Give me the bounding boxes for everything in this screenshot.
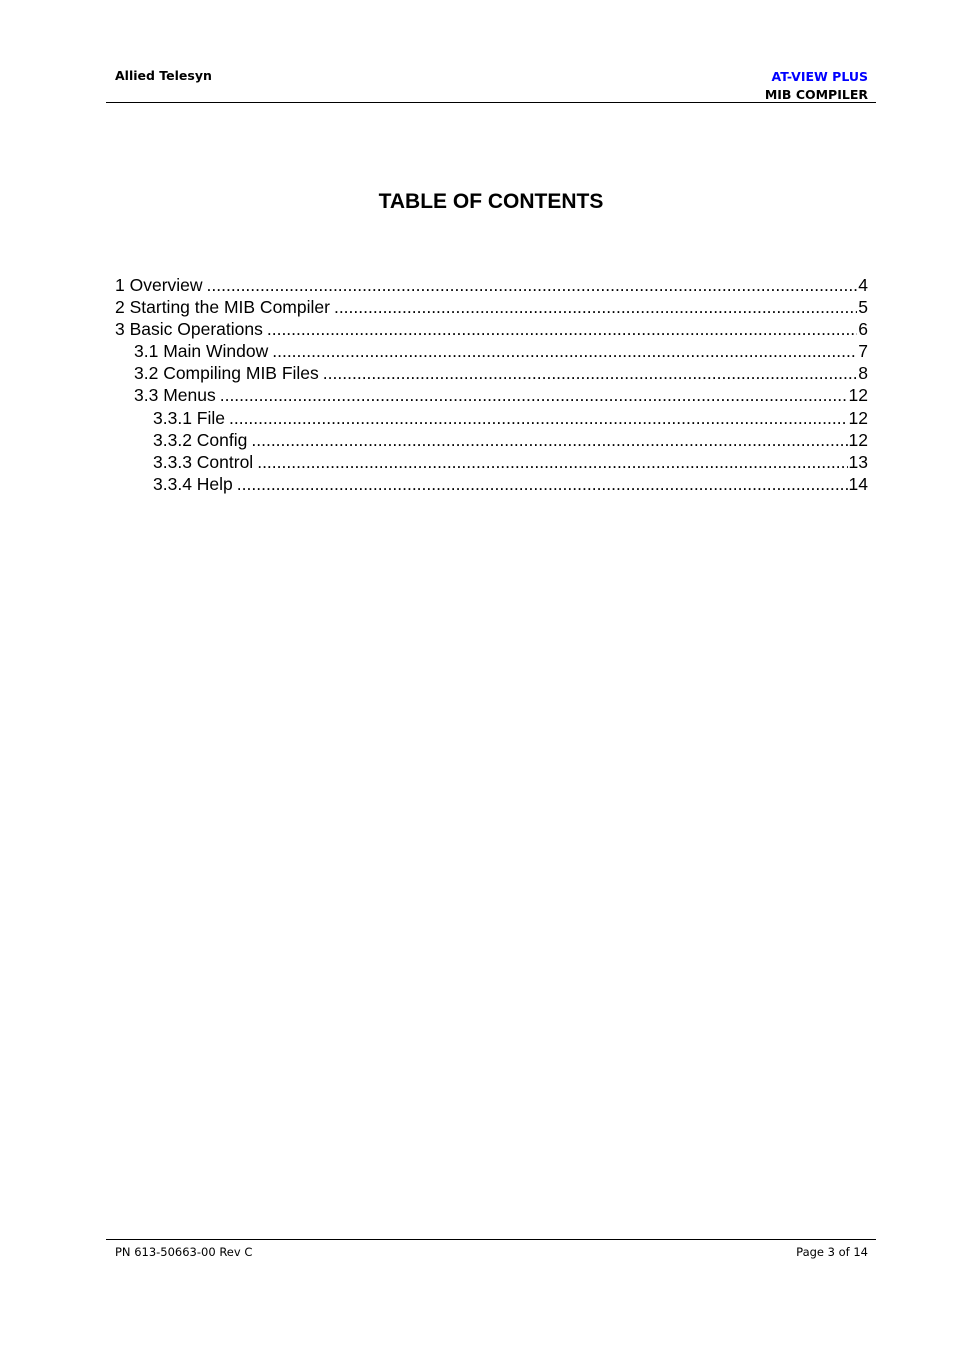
page-title: TABLE OF CONTENTS: [378, 190, 604, 213]
toc-entry-page: 4: [858, 275, 868, 295]
toc-entry-page: 8: [858, 363, 868, 384]
toc-dot-leader: [334, 296, 857, 318]
toc-entry-title: 3.1 Main Window: [134, 341, 269, 362]
toc-entry[interactable]: [115, 318, 868, 340]
toc-entry-page: 13: [848, 451, 868, 472]
toc-entry-page: 12: [848, 385, 868, 406]
toc-entry[interactable]: [115, 340, 868, 362]
page-footer: [106, 1239, 876, 1270]
toc-dot-leader: [229, 407, 848, 429]
toc-entry[interactable]: [115, 429, 868, 451]
toc-entry[interactable]: [115, 384, 868, 406]
toc-entry-title: 3.3.4 Help: [153, 473, 233, 494]
toc-dot-leader: [251, 429, 847, 451]
toc-entry-page: 14: [848, 473, 868, 494]
toc-entry[interactable]: [115, 274, 868, 296]
toc-entry-title: 3.3.2 Config: [153, 429, 248, 450]
toc-entry-page: 12: [848, 407, 868, 428]
product-subtitle: MIB COMPILER: [764, 87, 868, 102]
table-of-contents: [115, 274, 868, 495]
product-name: AT-VIEW PLUS: [771, 69, 868, 84]
toc-entry-title: 3.2 Compiling MIB Files: [134, 363, 319, 384]
company-name: Allied Telesyn: [115, 68, 212, 83]
toc-entry[interactable]: [115, 473, 868, 495]
toc-entry-title: 2 Starting the MIB Compiler: [115, 297, 330, 318]
toc-entry-page: 5: [858, 297, 868, 318]
toc-dot-leader: [272, 340, 857, 362]
toc-dot-leader: [323, 362, 857, 384]
header-product-block: [765, 68, 868, 104]
toc-entry[interactable]: [115, 362, 868, 384]
toc-entry-title: 3.3.1 File: [153, 407, 225, 428]
toc-entry-page: 12: [848, 429, 868, 450]
toc-entry-page: 6: [858, 319, 868, 340]
page-header: [106, 60, 876, 103]
page-number: Page 3 of 14: [796, 1245, 868, 1259]
toc-entry-title: 1 Overview: [115, 275, 203, 295]
toc-entry-page: 7: [858, 341, 868, 362]
toc-dot-leader: [237, 473, 848, 495]
toc-entry[interactable]: [115, 451, 868, 473]
toc-dot-leader: [257, 451, 847, 473]
toc-dot-leader: [220, 384, 848, 406]
toc-entry[interactable]: [115, 296, 868, 318]
part-number: PN 613-50663-00 Rev C: [115, 1245, 253, 1259]
toc-dot-leader: [207, 274, 858, 296]
toc-entry-title: 3.3 Menus: [134, 385, 216, 406]
toc-entry-title: 3 Basic Operations: [115, 319, 263, 340]
toc-entry[interactable]: [115, 407, 868, 429]
toc-entry-title: 3.3.3 Control: [153, 451, 254, 472]
toc-dot-leader: [267, 318, 857, 340]
